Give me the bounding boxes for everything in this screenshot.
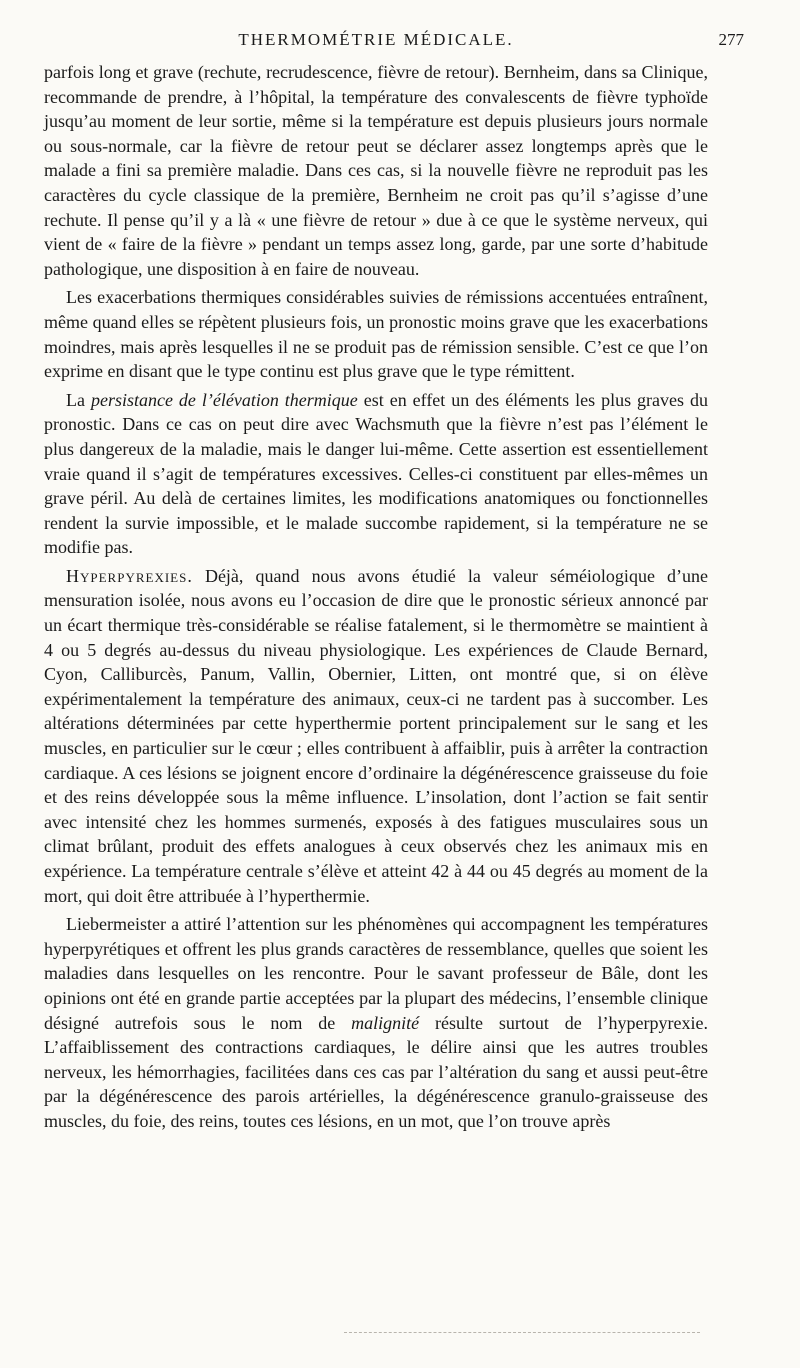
paragraph-persistence [44, 388, 708, 560]
paragraph-exacerbations [44, 285, 708, 383]
running-title: THERMOMÉTRIE MÉDICALE. [238, 30, 514, 49]
paragraph-lead: La [66, 389, 91, 410]
book-page [44, 30, 744, 1134]
footer-bleed-through [344, 1332, 700, 1333]
paragraph-liebermeister [44, 912, 708, 1133]
paragraph-rest: résulte surtout de l’hyperpyrexie. L’affaiblissement des contractions cardiaques, le délire ainsi que les autres troubles nerveux, les hémorrhagies, facilitées dans ces cas par l’altération du sang et aussi peut-être par la dégénérescence des parois artérielles, la dégénérescence granulo-graisseuse des muscles, du foie, des reins, toutes ces lésions, en un mot, que l’on trouve après [44, 1012, 708, 1131]
page-header [44, 30, 744, 60]
section-heading: Hyperpyrexies. [66, 565, 193, 586]
paragraph-fever-return [44, 60, 708, 281]
paragraph-lead: Liebermeister a attiré l’attention sur les phénomènes qui accompagnent les températures hyperpyrétiques et offrent les plus grands caractères de ressemblance, quelles que soient les maladies dans lesquelles on les rencontre. Pour le savant professeur de Bâle, dont les opinions ont été en grande partie acceptées par la plupart des médecins, l’ensemble clinique désigné autrefois sous le nom de [44, 914, 708, 1033]
paragraph-text: Les exacerbations thermiques considérables suivies de rémissions accentuées entraînent, même quand elles se répètent plusieurs fois, un pronostic moins grave que les exacerbations moindres, mais après lesquelles il ne se produit pas de rémission sensible. C’est ce que l’on exprime en disant que le type continu est plus grave que le type rémittent. [44, 287, 708, 382]
emphasis-term: malignité [351, 1012, 420, 1033]
emphasis-term: persistance de l’élévation thermique [90, 389, 358, 410]
page-number: 277 [718, 30, 744, 49]
paragraph-rest: est en effet un des éléments les plus graves du pronostic. Dans ce cas on peut dire avec Wachsmuth que la fièvre n’est pas l’élément le plus dangereux de la maladie, mais le danger lui-même. Cette assertion est essentiellement vraie quand il s’agit de températures excessives. Celles-ci constituent par elles-mêmes un grave péril. Au delà de certaines limites, les modifications anatomiques ou fonctionnelles rendent la survie impossible, et le malade succombe rapidement, si la température ne se modifie pas. [44, 389, 708, 558]
paragraph-hyperpyrexies [44, 564, 708, 908]
paragraph-text: parfois long et grave (rechute, recrudescence, fièvre de retour). Bernheim, dans sa Clinique, recommande de prendre, à l’hôpital, la température des convalescents de fièvre typhoïde jusqu’au moment de leur sortie, même si la température est depuis plusieurs jours normale ou sous-normale, car la fièvre de retour peut se déclarer assez longtemps après que le malade a fini sa première maladie. Dans ces cas, si la nouvelle fièvre ne reproduit pas les caractères du cycle classique de la première, Bernheim ne croit pas qu’il s’agisse d’une rechute. Il pense qu’il y a là « une fièvre de retour » due à ce que le système nerveux, qui vient de « faire de la fièvre » pendant un temps assez long, garde, par une sorte d’habitude pathologique, une disposition à en faire de nouveau. [44, 62, 708, 279]
paragraph-text: Déjà, quand nous avons étudié la valeur séméiologique d’une mensuration isolée, nous avons eu l’occasion de dire que le pronostic sérieux annoncé par un écart thermique très-considérable se réalise fatalement, si le thermomètre se maintient à 4 ou 5 degrés au-dessus du niveau physiologique. Les expériences de Claude Bernard, Cyon, Calliburcès, Panum, Vallin, Obernier, Litten, ont montré que, si on élève expérimentalement la température des animaux, ceux-ci ne tardent pas à succomber. Les altérations déterminées par cette hyperthermie portent principalement sur le sang et les muscles, en particulier sur le cœur ; elles contribuent à affaiblir, puis à arrêter la contraction cardiaque. A ces lésions se joignent encore d’ordinaire la dégénérescence graisseuse du foie et des reins développée sous la même influence. L’insolation, dont l’action se fait sentir avec intensité chez les hommes surmenés, exposés à des fatigues musculaires sous un climat brûlant, produit des effets analogues à ceux observés chez les animaux mis en expérience. La température centrale s’élève et atteint 42 à 44 ou 45 degrés au moment de la mort, qui doit être attribuée à l’hyperthermie. [44, 565, 708, 906]
